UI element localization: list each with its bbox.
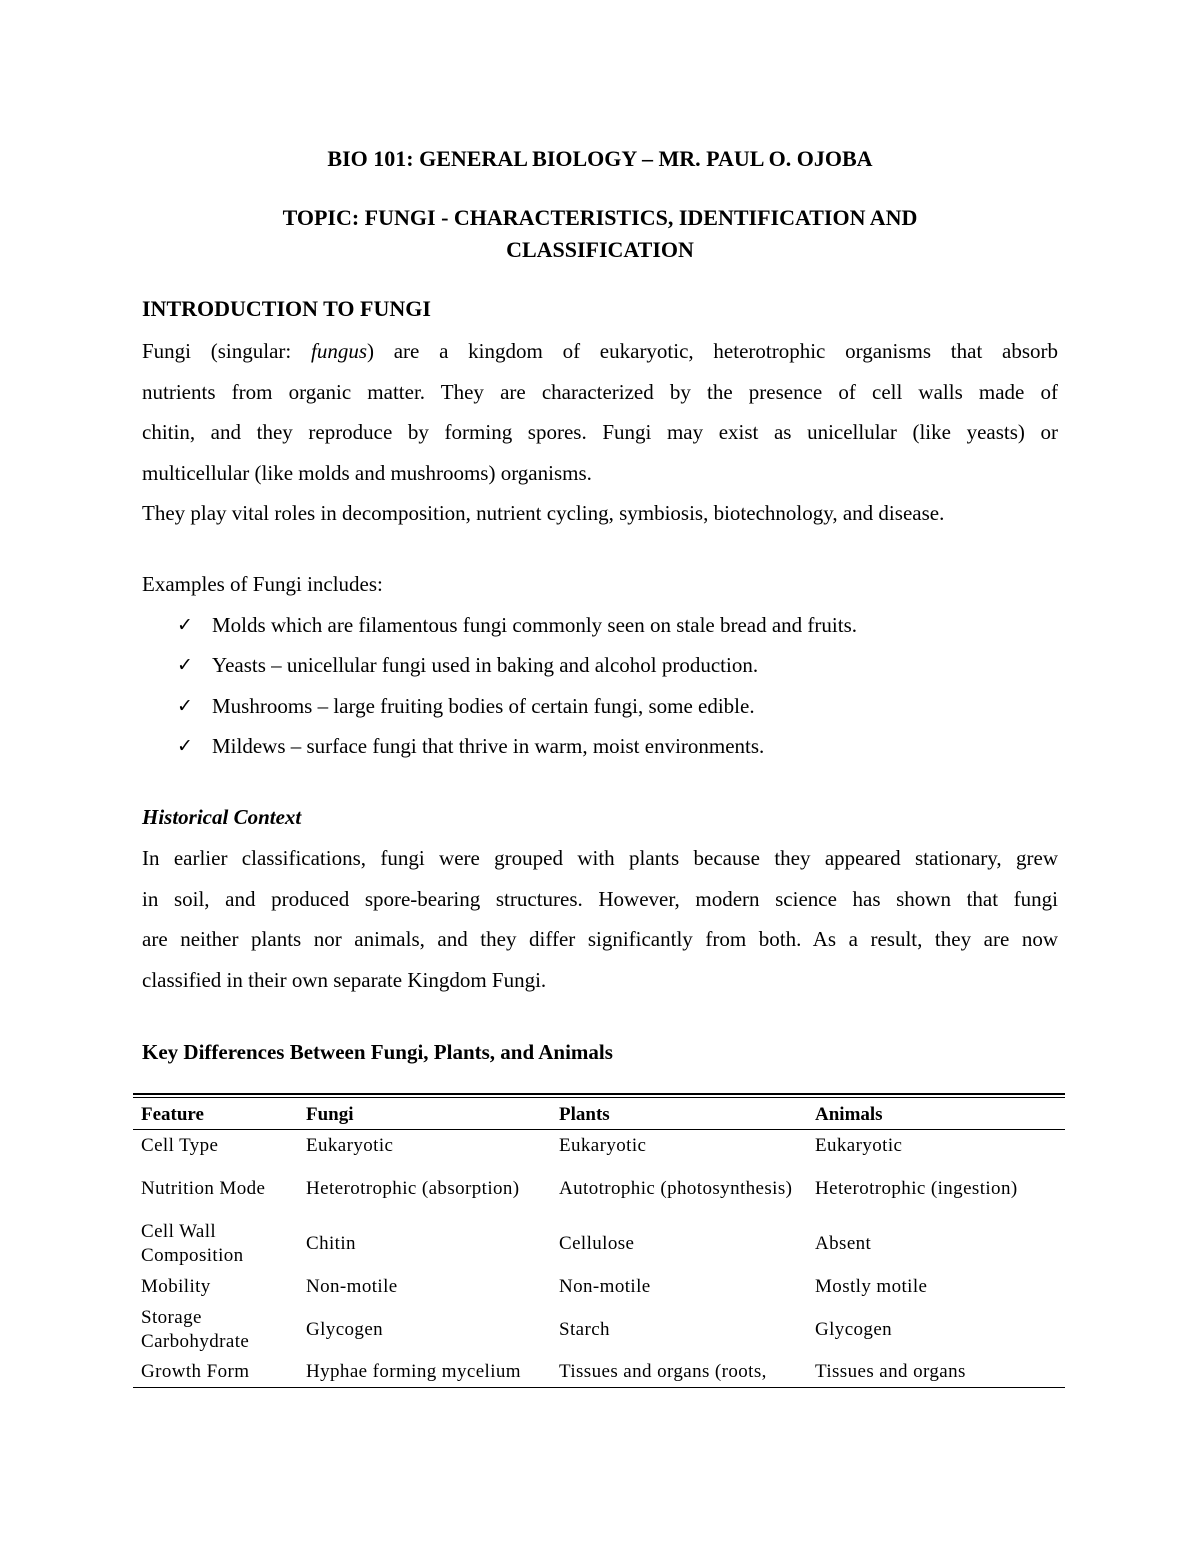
table-row: [133, 1272, 1065, 1302]
table-cell: Cell Wall Composition: [141, 1220, 244, 1266]
table-row: [133, 1216, 1065, 1272]
table-row: [133, 1302, 1065, 1358]
table-row: [133, 1130, 1065, 1162]
table-cell: Cell Type: [141, 1134, 219, 1156]
table-cell: Eukaryotic: [559, 1134, 647, 1156]
list-item: [142, 686, 1058, 726]
intro-text-rest: ) are a kingdom of eukaryotic, heterotrophic organisms that absorb: [367, 339, 1058, 363]
history-line-2: in soil, and produced spore-bearing structures. However, modern science has shown that fungi: [142, 886, 1058, 911]
intro-paragraph-line-3: chitin, and they reproduce by forming spores. Fungi may exist as unicellular (like yeasts) or: [142, 420, 1058, 445]
table-cell: Tissues and organs: [807, 1358, 1065, 1388]
table-cell: Heterotrophic (ingestion): [815, 1177, 1018, 1199]
table-cell: Starch: [559, 1318, 610, 1340]
example-text: Molds which are filamentous fungi commonly seen on stale bread and fruits.: [212, 613, 858, 637]
checkmark-icon: ✓: [177, 734, 193, 757]
intro-italic-term: fungus: [310, 339, 367, 363]
history-line-3: are neither plants nor animals, and they differ significantly from both. As a result, they are now: [142, 927, 1058, 952]
examples-list: [142, 605, 1058, 766]
list-item: [142, 605, 1058, 645]
history-paragraph: [142, 838, 1058, 1000]
list-item: [142, 645, 1058, 685]
checkmark-icon: ✓: [177, 654, 193, 677]
example-text: Mushrooms – large fruiting bodies of certain fungi, some edible.: [212, 693, 755, 718]
table-cell: Autotrophic (photosynthesis): [559, 1177, 793, 1199]
roles-paragraph: They play vital roles in decomposition, nutrient cycling, symbiosis, biotechnology, and disease.: [142, 501, 945, 526]
course-title: BIO 101: GENERAL BIOLOGY – MR. PAUL O. OJOBA: [327, 146, 873, 171]
column-header-plants: Plants: [551, 1098, 807, 1130]
table-cell: Growth Form: [133, 1358, 298, 1388]
intro-heading: INTRODUCTION TO FUNGI: [142, 296, 431, 321]
checkmark-icon: ✓: [177, 694, 193, 717]
topic-title-line-2: CLASSIFICATION: [506, 237, 694, 262]
table-cell: Nutrition Mode: [141, 1177, 266, 1199]
table-cell: Mobility: [141, 1275, 211, 1297]
intro-paragraph-line-4: multicellular (like molds and mushrooms) organisms.: [142, 460, 592, 485]
column-header-fungi: Fungi: [298, 1098, 551, 1130]
table-cell: Hyphae forming mycelium: [298, 1358, 551, 1388]
example-text: Yeasts – unicellular fungi used in baking and alcohol production.: [212, 653, 759, 678]
table-row: [133, 1162, 1065, 1216]
table-heading: Key Differences Between Fungi, Plants, and Animals: [142, 1040, 613, 1064]
table-cell: Glycogen: [306, 1318, 384, 1340]
comparison-table-wrap: [133, 1093, 1065, 1388]
table-cell: Cellulose: [559, 1232, 635, 1254]
history-line-4: classified in their own separate Kingdom Fungi.: [142, 967, 547, 992]
history-heading: Historical Context: [142, 805, 302, 829]
table-cell: Non-motile: [559, 1275, 651, 1297]
example-text: Mildews – surface fungi that thrive in warm, moist environments.: [212, 733, 765, 758]
table-cell: Eukaryotic: [815, 1134, 903, 1156]
intro-text-prefix: Fungi (singular:: [142, 339, 311, 363]
column-header-animals: Animals: [807, 1098, 1065, 1130]
intro-paragraph: [142, 331, 1058, 534]
table-cell: Glycogen: [815, 1318, 893, 1340]
intro-paragraph-line-1: [142, 331, 1058, 372]
intro-paragraph-line-2: nutrients from organic matter. They are characterized by the presence of cell walls made of: [142, 379, 1058, 404]
table-cell: Non-motile: [306, 1275, 398, 1297]
history-line-1: In earlier classifications, fungi were grouped with plants because they appeared stationary, grew: [142, 846, 1058, 870]
table-cell: Eukaryotic: [306, 1134, 394, 1156]
examples-intro: Examples of Fungi includes:: [142, 572, 383, 596]
table-header-row: [133, 1098, 1065, 1130]
table-cell: Mostly motile: [815, 1275, 928, 1297]
column-header-feature: Feature: [133, 1098, 298, 1130]
table-cell: Tissues and organs (roots,: [551, 1358, 807, 1388]
table-cell: Heterotrophic (absorption): [306, 1177, 520, 1199]
table-cell: Chitin: [306, 1232, 356, 1254]
table-cell: Storage Carbohydrate: [141, 1306, 250, 1352]
checkmark-icon: ✓: [177, 614, 193, 636]
list-item: [142, 726, 1058, 766]
table-row: [133, 1358, 1065, 1388]
table-cell: Absent: [815, 1232, 872, 1254]
comparison-table: [133, 1098, 1065, 1388]
topic-title-line-1: TOPIC: FUNGI - CHARACTERISTICS, IDENTIFICATION AND: [282, 205, 918, 230]
